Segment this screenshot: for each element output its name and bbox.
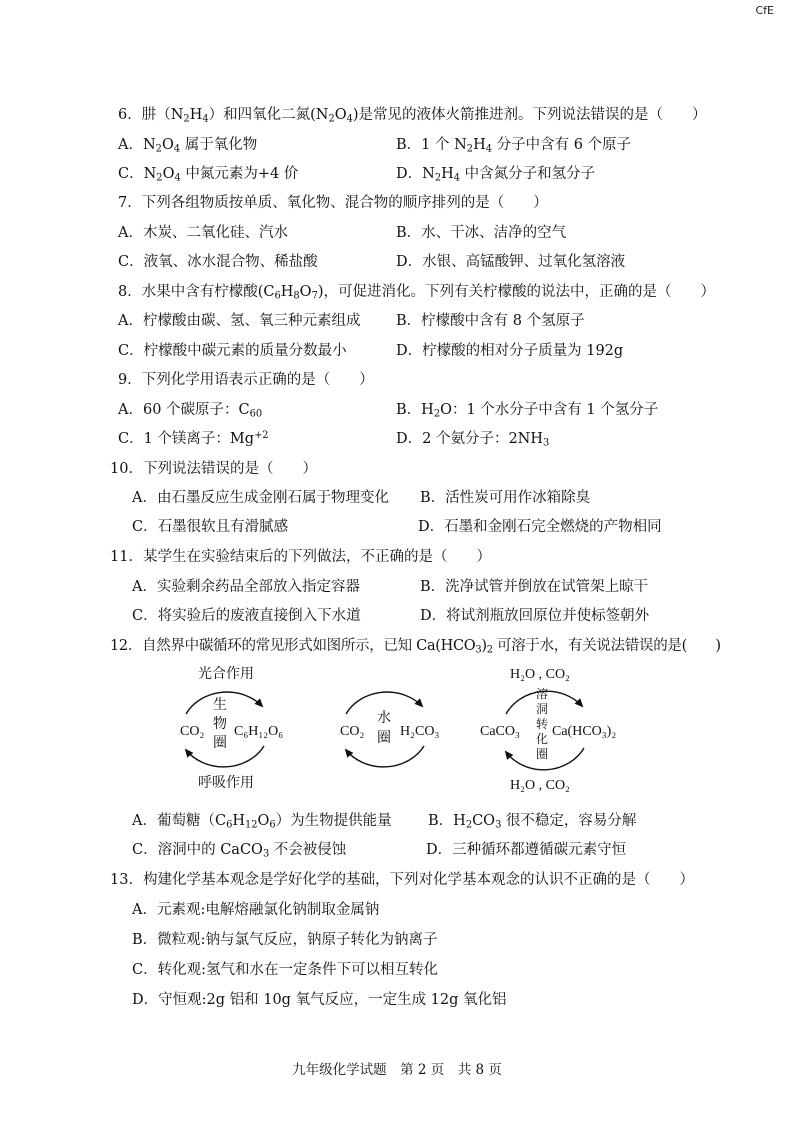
biosphere-char-1: 生 bbox=[213, 697, 227, 713]
calcium-bicarbonate: Ca(HCO₃)₂ bbox=[552, 724, 617, 739]
corner-mark: CfE bbox=[755, 4, 774, 17]
question-10-option-b: B．活性炭可用作冰箱除臭 bbox=[420, 490, 591, 506]
question-11-option-b: B．洗净试管并倒放在试管架上晾干 bbox=[420, 579, 649, 595]
respiration-label: 呼吸作用 bbox=[198, 775, 254, 791]
question-8-stem: 8．水果中含有柠檬酸$(C_6H_8O_7)$，可促进消化。下列有关柠檬酸的说法中，正确的是（ ） bbox=[118, 284, 715, 302]
question-7-stem: 7．下列各组物质按单质、氧化物、混合物的顺序排列的是（ ） bbox=[118, 195, 548, 211]
glucose: C₆H₁₂O₆ bbox=[234, 724, 284, 739]
biosphere-co2: CO₂ bbox=[180, 724, 205, 739]
cave-char-3: 转 bbox=[535, 717, 549, 731]
biosphere-char-3: 圈 bbox=[213, 735, 227, 751]
question-13-option-d: D．守恒观:2g 铝和 10g 氧气反应，一定生成 12g 氧化铝 bbox=[132, 992, 507, 1008]
cave-char-1: 溶 bbox=[535, 687, 549, 701]
question-11-option-a: A．实验剩余药品全部放入指定容器 bbox=[132, 579, 360, 595]
question-8-option-b: B．柠檬酸中含有 8 个氢原子 bbox=[396, 313, 585, 329]
question-10-stem: 10．下列说法错误的是（ ） bbox=[110, 461, 317, 477]
hydrosphere-cycle bbox=[340, 692, 439, 767]
question-6-option-a: A．$N_2O_4$ 属于氧化物 bbox=[118, 137, 258, 155]
cave-char-2: 洞 bbox=[535, 702, 549, 716]
question-13-option-c: C．转化观:氢气和水在一定条件下可以相互转化 bbox=[132, 962, 438, 978]
question-12-option-a: A．葡萄糖$(C_6H_{12}O_6)$为生物提供能量 bbox=[132, 813, 392, 831]
question-6-option-b: B．1 个 $N_2H_4$ 分子中含有 6 个原子 bbox=[396, 137, 632, 155]
question-12-option-c: C．溶洞中的 CaCO$_3$ 不会被侵蚀 bbox=[132, 842, 347, 860]
cave-cycle bbox=[480, 667, 616, 793]
hydrosphere-char-2: 圈 bbox=[377, 730, 391, 746]
question-11-option-d: D．将试剂瓶放回原位并使标签朝外 bbox=[420, 608, 650, 624]
question-13-option-a: A．元素观:电解熔融氯化钠制取金属钠 bbox=[132, 902, 380, 918]
question-11-option-c: C．将实验后的废液直接倒入下水道 bbox=[132, 608, 361, 624]
cave-char-5: 圈 bbox=[535, 747, 549, 761]
question-12-option-d: D．三种循环都遵循碳元素守恒 bbox=[426, 842, 627, 858]
question-9-option-a: A．60 个碳原子：$C_{60}$ bbox=[118, 402, 263, 420]
water-reverse-arrow bbox=[346, 746, 424, 767]
question-8-option-a: A．柠檬酸由碳、氢、氧三种元素组成 bbox=[118, 313, 361, 329]
biosphere-cycle bbox=[180, 665, 283, 791]
question-7-option-c: C．液氧、冰水混合物、稀盐酸 bbox=[118, 254, 318, 270]
question-7-option-a: A．木炭、二氧化硅、汽水 bbox=[118, 225, 288, 241]
question-7-option-b: B．水、干冰、洁净的空气 bbox=[396, 225, 567, 241]
photosynthesis-label: 光合作用 bbox=[198, 666, 254, 682]
cave-bottom-reagents: H₂O , CO₂ bbox=[510, 778, 570, 793]
question-9-option-c: C．1 个镁离子：$Mg^{+2}$ bbox=[118, 430, 269, 447]
page-footer: 九年级化学试题 第 2 页 共 8 页 bbox=[292, 1062, 502, 1078]
biosphere-char-2: 物 bbox=[213, 716, 227, 732]
cave-char-4: 化 bbox=[535, 732, 549, 746]
question-12-option-b: B．$H_2CO_3$ 很不稳定，容易分解 bbox=[428, 813, 637, 831]
question-6-option-d: D．$N_2H_4$ 中含氮分子和氢分子 bbox=[396, 166, 596, 184]
question-7-option-d: D．水银、高锰酸钾、过氧化氢溶液 bbox=[396, 254, 626, 270]
question-10-option-d: D．石墨和金刚石完全燃烧的产物相同 bbox=[418, 519, 662, 535]
question-11-stem: 11．某学生在实验结束后的下列做法，不正确的是（ ） bbox=[110, 549, 491, 565]
question-13-option-b: B．微粒观:钠与氯气反应，钠原子转化为钠离子 bbox=[132, 932, 438, 948]
question-9-option-d: D．2 个氨分子：$2NH_3$ bbox=[396, 431, 550, 449]
question-10-option-a: A．由石墨反应生成金刚石属于物理变化 bbox=[132, 490, 389, 506]
carbon-cycle-diagram bbox=[160, 662, 670, 797]
question-8-option-c: C．柠檬酸中碳元素的质量分数最小 bbox=[118, 343, 347, 359]
question-12-stem: 12．自然界中碳循环的常见形式如图所示，已知 $Ca(HCO_3)_2$ 可溶于水，有关说法错误的是( ) bbox=[110, 638, 721, 656]
question-13-stem: 13．构建化学基本观念是学好化学的基础，下列对化学基本观念的认识不正确的是（ ） bbox=[110, 872, 694, 888]
question-8-option-d: D．柠檬酸的相对分子质量为 192g bbox=[396, 343, 624, 359]
hydrosphere-char-1: 水 bbox=[377, 710, 391, 726]
cave-top-reagents: H₂O , CO₂ bbox=[510, 667, 570, 682]
question-9-stem: 9．下列化学用语表示正确的是（ ） bbox=[118, 372, 374, 388]
question-10-option-c: C．石墨很软且有滑腻感 bbox=[132, 519, 289, 535]
question-9-option-b: B．$H_2O$：1 个水分子中含有 1 个氢分子 bbox=[396, 402, 659, 420]
hydrosphere-co2: CO₂ bbox=[340, 724, 365, 739]
carbonic-acid: H₂CO₃ bbox=[400, 724, 440, 739]
question-6-option-c: C．$N_2O_4$ 中氮元素为+4 价 bbox=[118, 166, 299, 184]
calcium-carbonate: CaCO₃ bbox=[480, 724, 520, 739]
question-6-stem: 6．肼$(N_2H_4)$和四氧化二氮$(N_2O_4)$是常见的液体火箭推进剂。下列说法错误的是（ ） bbox=[118, 107, 707, 125]
